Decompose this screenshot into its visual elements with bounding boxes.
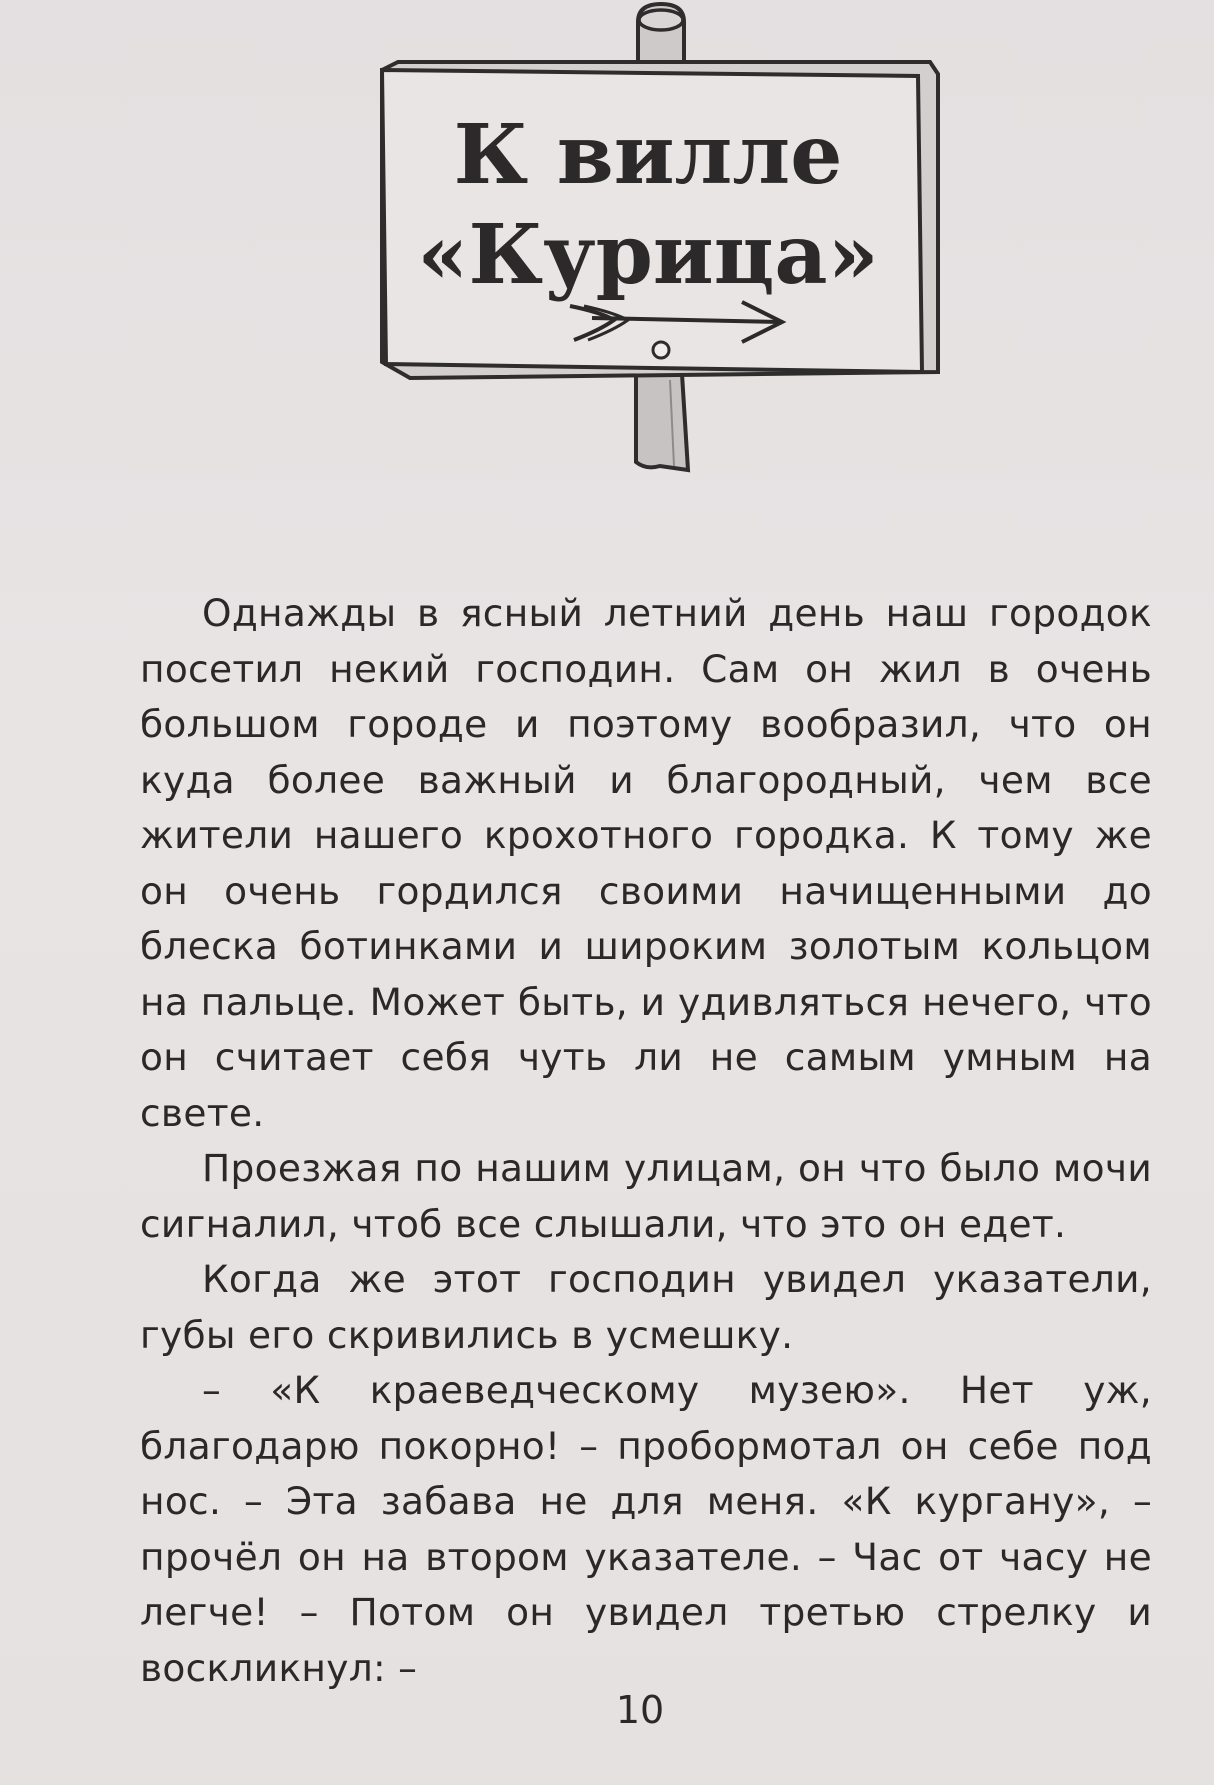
paragraph: Когда же этот господин увидел указатели, губы его скривились в усмешку. xyxy=(140,1257,1152,1357)
sign-title-line-1: К вилле xyxy=(453,107,843,203)
signpost-illustration xyxy=(370,0,950,500)
paragraph: – «К краеведческому музею». Нет уж, благодарю покорно! – пробормотал он себе под нос. – Эта забава не для меня. «К кургану», – прочёл он на втором указателе. – Час от часу не легче! – Потом он увидел третью стрелку и воскликнул: – xyxy=(140,1368,1152,1690)
body-text xyxy=(140,586,1152,1696)
paragraph: Проезжая по нашим улицам, он что было мочи сигналил, чтоб все слышали, что это он едет. xyxy=(140,1146,1152,1246)
page-number: 10 xyxy=(615,1688,665,1732)
sign-title-line-2: «Курица» xyxy=(417,207,879,303)
paragraph: Однажды в ясный летний день наш городок посетил некий господин. Сам он жил в очень большом городе и поэтому вообразил, что он куда более важный и благородный, чем все жители нашего крохотного городка. К тому же он очень гордился своими начищенными до блеска ботинками и широким золотым кольцом на пальце. Может быть, и удивляться нечего, что он считает себя чуть ли не самым умным на свете. xyxy=(140,591,1152,1135)
sign-title xyxy=(388,105,908,305)
